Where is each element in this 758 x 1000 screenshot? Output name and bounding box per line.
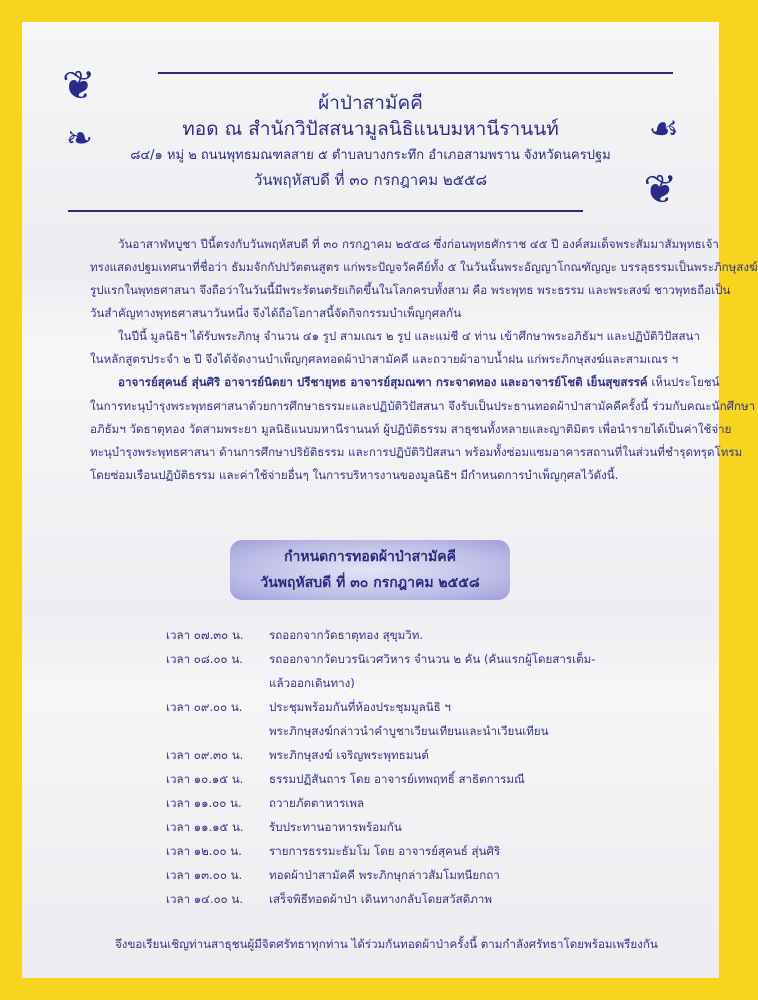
- schedule-time: เวลา ๑๐.๑๕ น.: [166, 772, 244, 786]
- chairpersons-names: อาจารย์สุคนธ์ สุ่นศิริ อาจารย์นิตยา ปรีชายุทธ อาจารย์สุมณฑา กระจาดทอง และอาจารย์โชติ เย็นสุขสรรค์: [118, 375, 648, 389]
- bottom-rule: [68, 210, 583, 212]
- schedule-row: [166, 675, 355, 693]
- schedule-row: [166, 819, 402, 837]
- schedule-time: เวลา ๑๔.๐๐ น.: [166, 892, 244, 906]
- schedule-row: [166, 867, 500, 885]
- paragraph-line: โดยซ่อมเรือนปฏิบัติธรรม และค่าใช้จ่ายอื่นๆ ในการบริหารงานของมูลนิธิฯ มีกำหนดการบำเพ็ญกุศลไว้ดังนี้.: [90, 468, 619, 482]
- schedule-banner: [230, 540, 510, 600]
- paragraph-line: ในปีนี้ มูลนิธิฯ ได้รับพระภิกษุ จำนวน ๔๑ รูป สามเณร ๒ รูป และแม่ชี ๔ ท่าน เข้าศึกษาพระอภิธัมฯ และปฏิบัติวิปัสสนา: [118, 329, 700, 343]
- header-date: วันพฤหัสบดี ที่ ๓๐ กรกฎาคม ๒๕๕๘: [253, 171, 488, 189]
- schedule-time: เวลา ๐๙.๐๐ น.: [166, 700, 243, 714]
- ornament-right-icon: ☙: [648, 109, 679, 149]
- schedule-row: [166, 699, 451, 717]
- paragraph-line: ในหลักสูตรประจำ ๒ ปี จึงได้จัดงานบำเพ็ญกุศลทอดผ้าป่าสามัคคี และถวายผ้าอาบน้ำฝน แก่พระภิกษุสงฆ์และสามเณร ฯ: [90, 352, 679, 366]
- header-address: ๘๔/๑ หมู่ ๒ ถนนพุทธมณฑลสาย ๕ ตำบลบางกระทึก อำเภอสามพราน จังหวัดนครปฐม: [130, 148, 611, 163]
- ornament-top-left-icon: ❦: [62, 63, 96, 109]
- paragraph-line: ทะนุบำรุงพระพุทธศาสนา ด้านการศึกษาปริยัติธรรม และการปฏิบัติวิปัสสนา พร้อมทั้งซ่อมแซมอาคารสถานที่ในส่วนที่ชำรุดทรุดโทรม: [90, 445, 743, 459]
- schedule-activity: ประชุมพร้อมกันที่ห้องประชุมมูลนิธิ ฯ: [269, 700, 451, 714]
- paragraph-line: ทรงแสดงปฐมเทศนาที่ชื่อว่า ธัมมจักกัปปวัตตนสูตร แก่พระปัญจวัคคีย์ทั้ง ๕ ในวันนั้นพระอัญญาโกณฑัญญะ บรรลุธรรมเป็นพระภิกษุสงฆ์: [90, 260, 758, 274]
- schedule-time: เวลา ๑๑.๐๐ น.: [166, 796, 242, 810]
- paragraph-text: เห็นประโยชน์: [647, 375, 720, 389]
- paragraph-line: อภิธัมฯ วัดธาตุทอง วัดสามพระยา มูลนิธิแนบมหานีรานนท์ ผู้ปฏิบัติธรรม สาธุชนทั้งหลายและญาติมิตร เพื่อนำรายได้เป็นค่าใช้จ่าย: [90, 422, 732, 436]
- schedule-row: [166, 771, 525, 789]
- top-rule: [158, 72, 673, 74]
- header-title: ผ้าป่าสามัคคี: [318, 92, 423, 114]
- schedule-time: เวลา ๐๗.๓๐ น.: [166, 628, 244, 642]
- schedule-activity: รถออกจากวัดธาตุทอง สุขุมวิท.: [269, 628, 424, 642]
- schedule-row: [166, 651, 595, 669]
- paragraph-line: ในการทะนุบำรุงพระพุทธศาสนาด้วยการศึกษาธรรมะและปฏิบัติวิปัสสนา จึงรับเป็นประธานทอดผ้าป่าสามัคคีครั้งนี้ ร่วมกับคณะนักศึกษา: [90, 399, 756, 413]
- paragraph-line: วันสำคัญทางพุทธศาสนาวันหนึ่ง จึงได้ถือโอกาสนี้จัดกิจกรรมบำเพ็ญกุศลกัน: [90, 306, 462, 320]
- header-frame: [62, 63, 679, 213]
- paragraph-line: วันอาสาฬหบูชา ปีนี้ตรงกับวันพฤหัสบดี ที่ ๓๐ กรกฎาคม ๒๕๕๘ ซึ่งก่อนพุทธศักราช ๔๕ ปี องค์สมเด็จพระสัมมาสัมพุทธเจ้า: [118, 237, 719, 251]
- schedule-row: [166, 723, 549, 741]
- schedule-activity: รับประทานอาหารพร้อมกัน: [269, 820, 402, 834]
- schedule-date: วันพฤหัสบดี ที่ ๓๐ กรกฎาคม ๒๕๕๘: [260, 575, 480, 591]
- schedule-title: กำหนดการทอดผ้าป่าสามัคคี: [284, 549, 456, 565]
- paragraph-line: รูปแรกในพุทธศาสนา จึงถือว่าในวันนี้มีพระรัตนตรัยเกิดขึ้นในโลกครบทั้งสาม คือ พระพุทธ พระธรรม และพระสงฆ์ ชาวพุทธถือเป็น: [90, 283, 731, 297]
- schedule-activity: พระภิกษุสงฆ์ เจริญพระพุทธมนต์: [269, 748, 429, 762]
- schedule-time: เวลา ๑๓.๐๐ น.: [166, 868, 243, 882]
- paragraph-line: [118, 374, 720, 392]
- schedule-time: เวลา ๐๘.๐๐ น.: [166, 652, 243, 666]
- schedule-activity: แล้วออกเดินทาง): [269, 676, 355, 690]
- schedule-activity: ถวายภัตตาหารเพล: [269, 796, 365, 810]
- schedule-activity: เสร็จพิธีทอดผ้าป่า เดินทางกลับโดยสวัสดิภาพ: [269, 892, 493, 906]
- schedule-row: [166, 891, 492, 909]
- schedule-time: เวลา ๐๙.๓๐ น.: [166, 748, 244, 762]
- header-subtitle: ทอด ณ สำนักวิปัสสนามูลนิธิแนบมหานีรานนท์: [182, 118, 559, 140]
- schedule-activity: รถออกจากวัดบวรนิเวศวิหาร จำนวน ๒ คัน (คันแรกผู้โดยสารเต็ม-: [269, 652, 596, 666]
- schedule-row: [166, 747, 429, 765]
- ornament-bottom-right-icon: ❦: [643, 167, 677, 213]
- schedule-activity: ธรรมปฏิสันถาร โดย อาจารย์เทพฤทธิ์ สาธิตการมณี: [269, 772, 525, 786]
- schedule-time: เวลา ๑๑.๑๕ น.: [166, 820, 244, 834]
- schedule-activity: พระภิกษุสงฆ์กล่าวนำคำบูชาเวียนเทียนและนำเวียนเทียน: [269, 724, 549, 738]
- schedule-row: [166, 795, 364, 813]
- schedule-activity: ทอดผ้าป่าสามัคคี พระภิกษุกล่าวสัมโมทนียกถา: [269, 868, 500, 882]
- schedule-row: [166, 627, 423, 645]
- ornament-left-icon: ❧: [66, 119, 93, 157]
- schedule-row: [166, 843, 500, 861]
- footer-invitation: จึงขอเรียนเชิญท่านสาธุชนผู้มีจิตศรัทธาทุกท่าน ได้ร่วมกันทอดผ้าป่าครั้งนี้ ตามกำลังศรัทธาโดยพร้อมเพรียงกัน: [115, 937, 658, 951]
- schedule-activity: รายการธรรมะธัมโม โดย อาจารย์สุคนธ์ สุ่นศิริ: [269, 844, 501, 858]
- schedule-time: เวลา ๑๒.๐๐ น.: [166, 844, 242, 858]
